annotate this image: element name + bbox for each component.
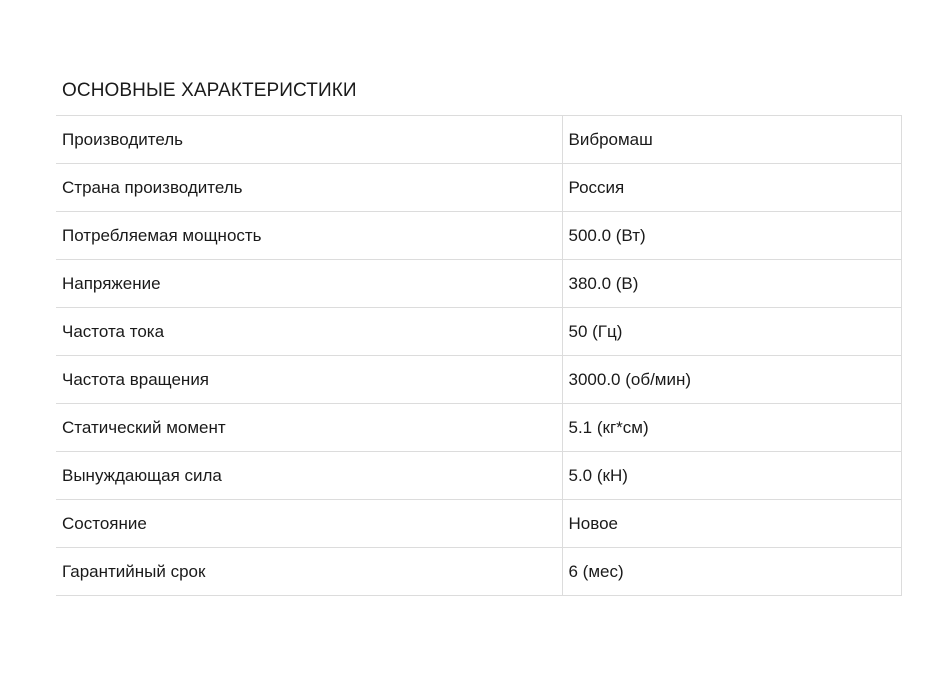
- spec-name: Частота тока: [56, 308, 562, 356]
- spec-value: 3000.0 (об/мин): [562, 356, 901, 404]
- spec-value: Вибромаш: [562, 116, 901, 164]
- table-row: [56, 308, 901, 356]
- spec-name: Частота вращения: [56, 356, 562, 404]
- spec-name: Страна производитель: [56, 164, 562, 212]
- spec-name: Производитель: [56, 116, 562, 164]
- table-row: [56, 212, 901, 260]
- table-row: [56, 164, 901, 212]
- spec-value: Россия: [562, 164, 901, 212]
- table-row: [56, 500, 901, 548]
- section-title: ОСНОВНЫЕ ХАРАКТЕРИСТИКИ: [62, 80, 357, 101]
- specifications-section: [56, 78, 901, 596]
- spec-value: 380.0 (В): [562, 260, 901, 308]
- table-row: [56, 452, 901, 500]
- spec-name: Статический момент: [56, 404, 562, 452]
- spec-name: Гарантийный срок: [56, 548, 562, 596]
- spec-value: 5.0 (кН): [562, 452, 901, 500]
- spec-name: Потребляемая мощность: [56, 212, 562, 260]
- table-row: [56, 356, 901, 404]
- spec-name: Вынуждающая сила: [56, 452, 562, 500]
- spec-name: Состояние: [56, 500, 562, 548]
- spec-value: 500.0 (Вт): [562, 212, 901, 260]
- table-row: [56, 116, 901, 164]
- table-row: [56, 260, 901, 308]
- spec-value: 50 (Гц): [562, 308, 901, 356]
- specifications-table: [56, 115, 902, 596]
- spec-value: 5.1 (кг*см): [562, 404, 901, 452]
- spec-value: 6 (мес): [562, 548, 901, 596]
- table-row: [56, 404, 901, 452]
- table-row: [56, 548, 901, 596]
- spec-value: Новое: [562, 500, 901, 548]
- spec-name: Напряжение: [56, 260, 562, 308]
